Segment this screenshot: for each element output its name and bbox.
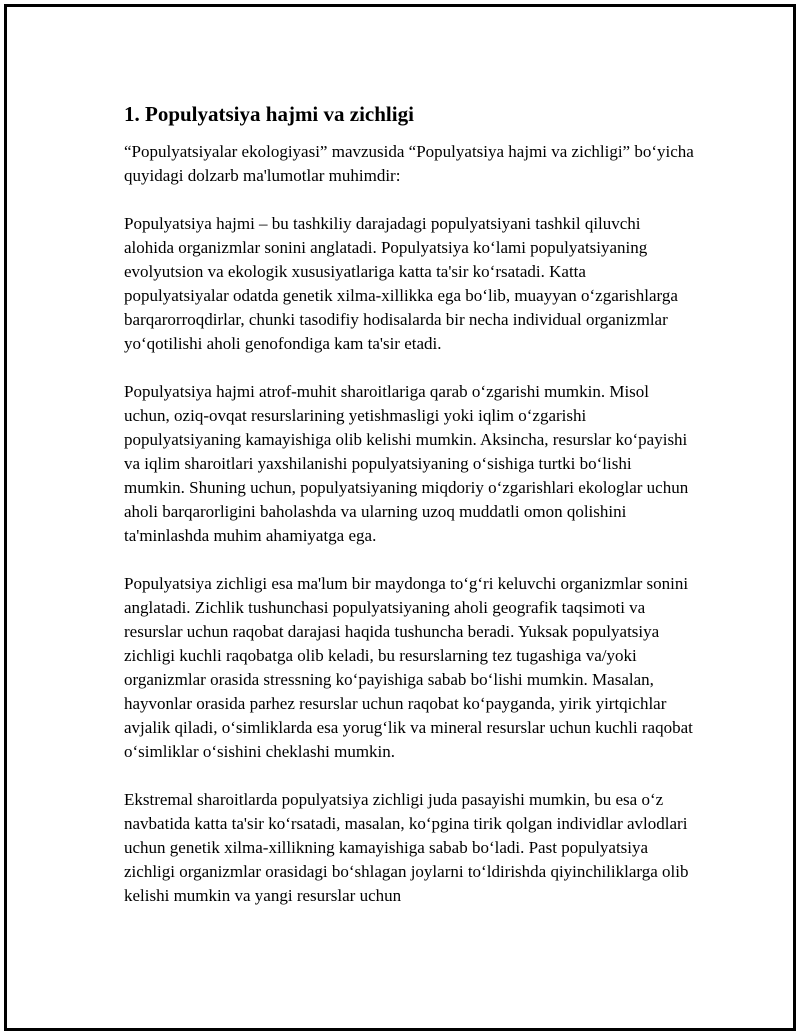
population-size-paragraph: Populyatsiya hajmi – bu tashkiliy darajadagi populyatsiyani tashkil qiluvchi alohida organizmlar sonini anglatadi. Populyatsiya ko‘lami populyatsiyaning evolyutsion va ekologik xususiyatlariga katta ta'sir ko‘rsatadi. Katta populyatsiyalar odatda genetik xilma-xillikka ega bo‘lib, muayyan o‘zgarishlarga barqarorroqdirlar, chunki tasodifiy hodisalarda bir necha individual organizmlar yo‘qotilishi aholi genofondiga kam ta'sir etadi.	[124, 214, 678, 353]
population-change-paragraph: Populyatsiya hajmi atrof-muhit sharoitlariga qarab o‘zgarishi mumkin. Misol uchun, oziq-ovqat resurslarining yetishmasligi yoki iqlim o‘zgarishi populyatsiyaning kamayishiga olib kelishi mumkin. Aksincha, resurslar ko‘payishi va iqlim sharoitlari yaxshilanishi populyatsiyaning o‘sishiga turtki bo‘lishi mumkin. Shuning uchun, populyatsiyaning miqdoriy o‘zgarishlari ekologlar uchun aholi barqarorligini baholashda va ularning uzoq muddatli omon qolishini ta'minlashda muhim ahamiyatga ega.	[124, 382, 689, 545]
intro-paragraph: “Populyatsiyalar ekologiyasi” mavzusida “Populyatsiya hajmi va zichligi” bo‘yicha quyidagi dolzarb ma'lumotlar muhimdir:	[124, 142, 694, 185]
section-heading: 1. Populyatsiya hajmi va zichligi	[124, 102, 414, 126]
population-density-paragraph: Populyatsiya zichligi esa ma'lum bir maydonga to‘g‘ri keluvchi organizmlar sonini anglatadi. Zichlik tushunchasi populyatsiyaning aholi geografik taqsimoti va resurslar uchun raqobat darajasi haqida tushuncha beradi. Yuksak populyatsiya zichligi kuchli raqobatga olib keladi, bu resurslarning tez tugashiga va/yoki organizmlar orasida stressning ko‘payishiga sabab bo‘lishi mumkin. Masalan, hayvonlar orasida parhez resurslar uchun raqobat ko‘payganda, yirik yirtqichlar avjalik qiladi, o‘simliklarda esa yorug‘lik va mineral resurslar uchun kuchli raqobat o‘simliklar o‘sishini cheklashi mumkin.	[124, 574, 693, 761]
page-frame	[4, 4, 796, 1031]
extreme-conditions-paragraph: Ekstremal sharoitlarda populyatsiya zichligi juda pasayishi mumkin, bu esa o‘z navbatida katta ta'sir ko‘rsatadi, masalan, ko‘pgina tirik qolgan individlar avlodlari uchun genetik xilma-xillikning kamayishiga sabab bo‘ladi. Past populyatsiya zichligi organizmlar orasidagi bo‘shlagan joylarni to‘ldirishda qiyinchiliklarga olib kelishi mumkin va yangi resurslar uchun	[124, 790, 689, 905]
document-body	[124, 101, 694, 932]
